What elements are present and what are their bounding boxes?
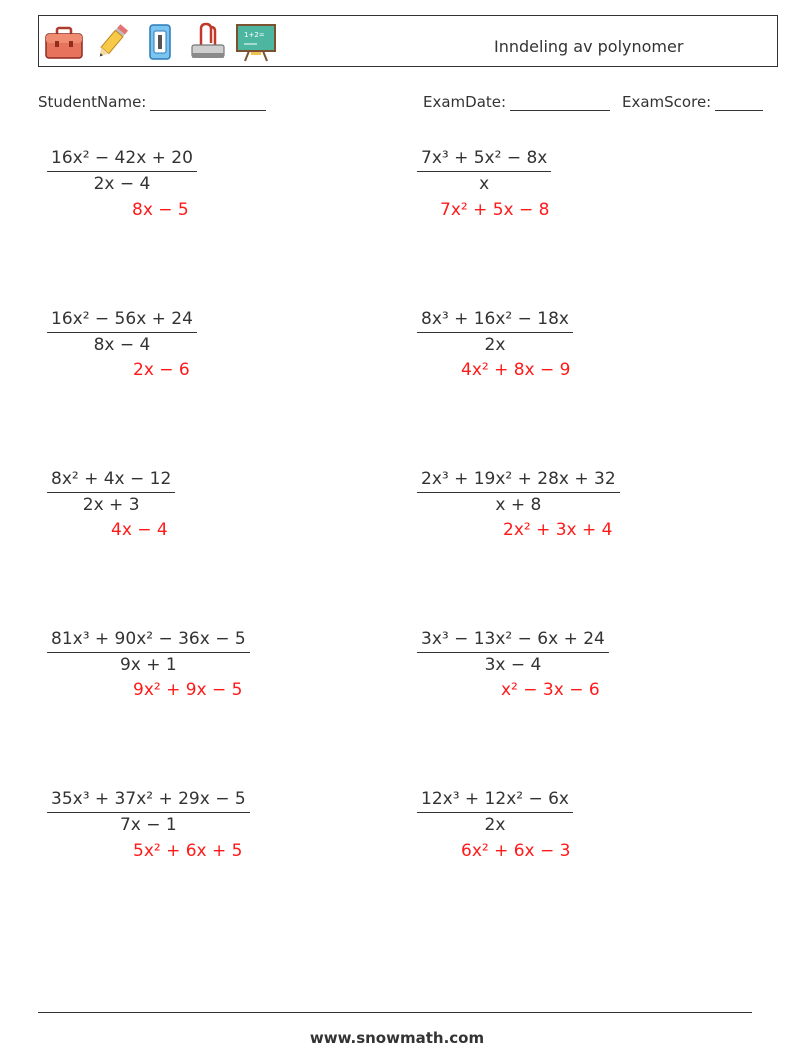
numerator: 8x² + 4x − 12	[47, 469, 175, 493]
numerator: 12x³ + 12x² − 6x	[417, 789, 573, 813]
answer-10: 6x² + 6x − 3	[461, 841, 571, 861]
denominator: 9x + 1	[119, 655, 177, 675]
denominator: 3x − 4	[484, 655, 542, 675]
answer-5: 4x − 4	[111, 520, 168, 540]
fraction	[47, 309, 197, 355]
answer-1: 8x − 5	[132, 200, 189, 220]
denominator: 2x	[484, 815, 506, 835]
problem-6	[417, 469, 677, 515]
chalkboard-icon	[235, 21, 277, 63]
worksheet-title: Inndeling av polynomer	[494, 37, 684, 56]
problem-8	[417, 629, 677, 675]
answer-3: 2x − 6	[133, 360, 190, 380]
numerator: 2x³ + 19x² + 28x + 32	[417, 469, 620, 493]
numerator: 16x² − 42x + 20	[47, 148, 197, 172]
fraction	[47, 148, 197, 194]
problem-9	[47, 789, 307, 835]
problem-5	[47, 469, 307, 515]
exam-score-label: ExamScore:	[622, 93, 712, 111]
answer-9: 5x² + 6x + 5	[133, 841, 243, 861]
exam-score-field[interactable]	[622, 93, 763, 111]
sharpener-icon	[139, 21, 181, 63]
exam-score-blank[interactable]	[715, 95, 763, 111]
numerator: 7x³ + 5x² − 8x	[417, 148, 551, 172]
header-icons	[43, 21, 277, 63]
student-name-blank[interactable]	[150, 95, 266, 111]
answer-2: 7x² + 5x − 8	[440, 200, 550, 220]
exam-date-blank[interactable]	[510, 95, 610, 111]
footer-site: www.snowmath.com	[309, 1029, 485, 1047]
numerator: 81x³ + 90x² − 36x − 5	[47, 629, 250, 653]
footer-divider	[38, 1012, 752, 1013]
numerator: 8x³ + 16x² − 18x	[417, 309, 573, 333]
student-name-field[interactable]	[38, 93, 266, 111]
fraction	[47, 629, 250, 675]
numerator: 35x³ + 37x² + 29x − 5	[47, 789, 250, 813]
denominator: 7x − 1	[119, 815, 177, 835]
fraction	[417, 148, 551, 194]
denominator: x	[479, 174, 490, 194]
fraction	[417, 629, 609, 675]
pencil-icon	[91, 21, 133, 63]
denominator: x + 8	[495, 495, 542, 515]
exam-date-label: ExamDate:	[423, 93, 507, 111]
denominator: 2x − 4	[93, 174, 151, 194]
problem-1	[47, 148, 307, 194]
problem-10	[417, 789, 677, 835]
answer-8: x² − 3x − 6	[501, 680, 600, 700]
fraction	[47, 469, 175, 515]
numerator: 16x² − 56x + 24	[47, 309, 197, 333]
denominator: 2x + 3	[82, 495, 140, 515]
worksheet-header	[38, 15, 778, 67]
denominator: 8x − 4	[93, 335, 151, 355]
briefcase-icon	[43, 21, 85, 63]
problem-7	[47, 629, 307, 675]
problem-2	[417, 148, 677, 194]
answer-7: 9x² + 9x − 5	[133, 680, 243, 700]
student-name-label: StudentName:	[38, 93, 147, 111]
problem-3	[47, 309, 307, 355]
answer-6: 2x² + 3x + 4	[503, 520, 613, 540]
numerator: 3x³ − 13x² − 6x + 24	[417, 629, 609, 653]
exam-date-field[interactable]	[423, 93, 610, 111]
fraction	[417, 309, 573, 355]
fraction	[47, 789, 250, 835]
svg-text:1+2=: 1+2=	[244, 31, 265, 39]
problem-4	[417, 309, 677, 355]
fraction	[417, 789, 573, 835]
paper-clip-icon	[187, 21, 229, 63]
fraction	[417, 469, 620, 515]
denominator: 2x	[484, 335, 506, 355]
answer-4: 4x² + 8x − 9	[461, 360, 571, 380]
